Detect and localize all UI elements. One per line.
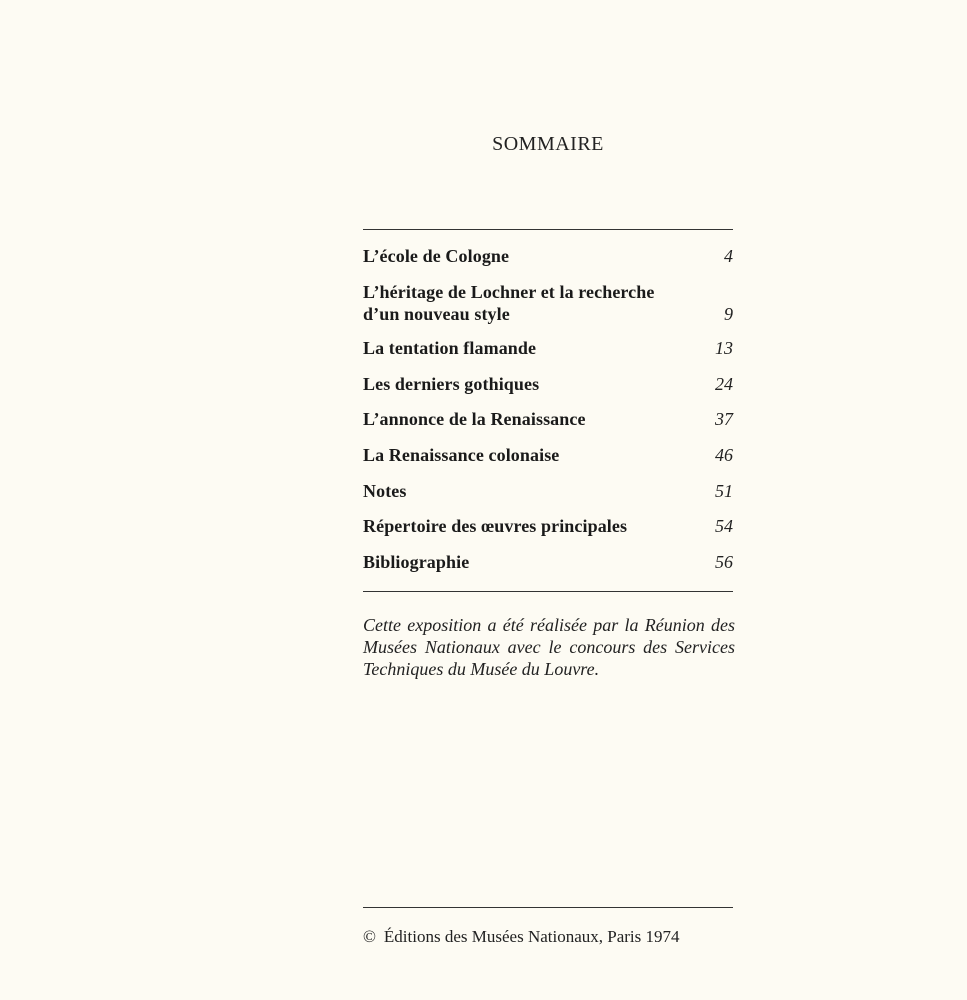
toc-entry	[363, 551, 733, 573]
bottom-divider	[363, 907, 733, 908]
toc-entry	[363, 245, 733, 267]
toc-entry-title: Bibliographie	[363, 552, 470, 572]
toc-entry	[363, 281, 733, 325]
toc-entry	[363, 408, 733, 430]
toc-entry-title: La Renaissance colonaise	[363, 445, 560, 465]
toc-entry-title: L’annonce de la Renaissance	[363, 409, 586, 429]
toc-entry-title: L’héritage de Lochner et la recherche d’un nouveau style	[363, 282, 655, 324]
toc-entry	[363, 337, 733, 359]
credit-note: Cette exposition a été réalisée par la Réunion des Musées Nationaux avec le concours des Services Techniques du Musée du Louvre.	[363, 615, 735, 679]
toc-entry-title: L’école de Cologne	[363, 246, 510, 266]
toc-entry-page: 46	[715, 445, 733, 465]
copyright-text: Éditions des Musées Nationaux, Paris 1974	[383, 927, 680, 946]
toc-entry-page: 9	[724, 304, 733, 324]
copyright-icon: ©	[363, 927, 376, 946]
toc-entry-page: 56	[715, 552, 733, 572]
toc-entry-title: Les derniers gothiques	[363, 374, 540, 394]
toc-entry-page: 51	[715, 481, 733, 501]
toc-entry-page: 37	[715, 409, 733, 429]
toc-entry-title: La tentation flamande	[363, 338, 537, 358]
toc-entry-page: 54	[715, 516, 733, 536]
toc-entry-page: 4	[724, 246, 733, 266]
page-title: SOMMAIRE	[492, 133, 604, 155]
table-of-contents	[363, 0, 733, 600]
toc-entry	[363, 373, 733, 395]
middle-divider	[363, 591, 733, 592]
toc-entry	[363, 515, 733, 537]
toc-entry	[363, 444, 733, 466]
toc-entry-title: Notes	[363, 481, 407, 501]
copyright-line	[363, 927, 738, 947]
toc-entry-page: 13	[715, 338, 733, 358]
toc-entry	[363, 480, 733, 502]
toc-entry-title: Répertoire des œuvres principales	[363, 516, 628, 536]
toc-entry-page: 24	[715, 374, 733, 394]
